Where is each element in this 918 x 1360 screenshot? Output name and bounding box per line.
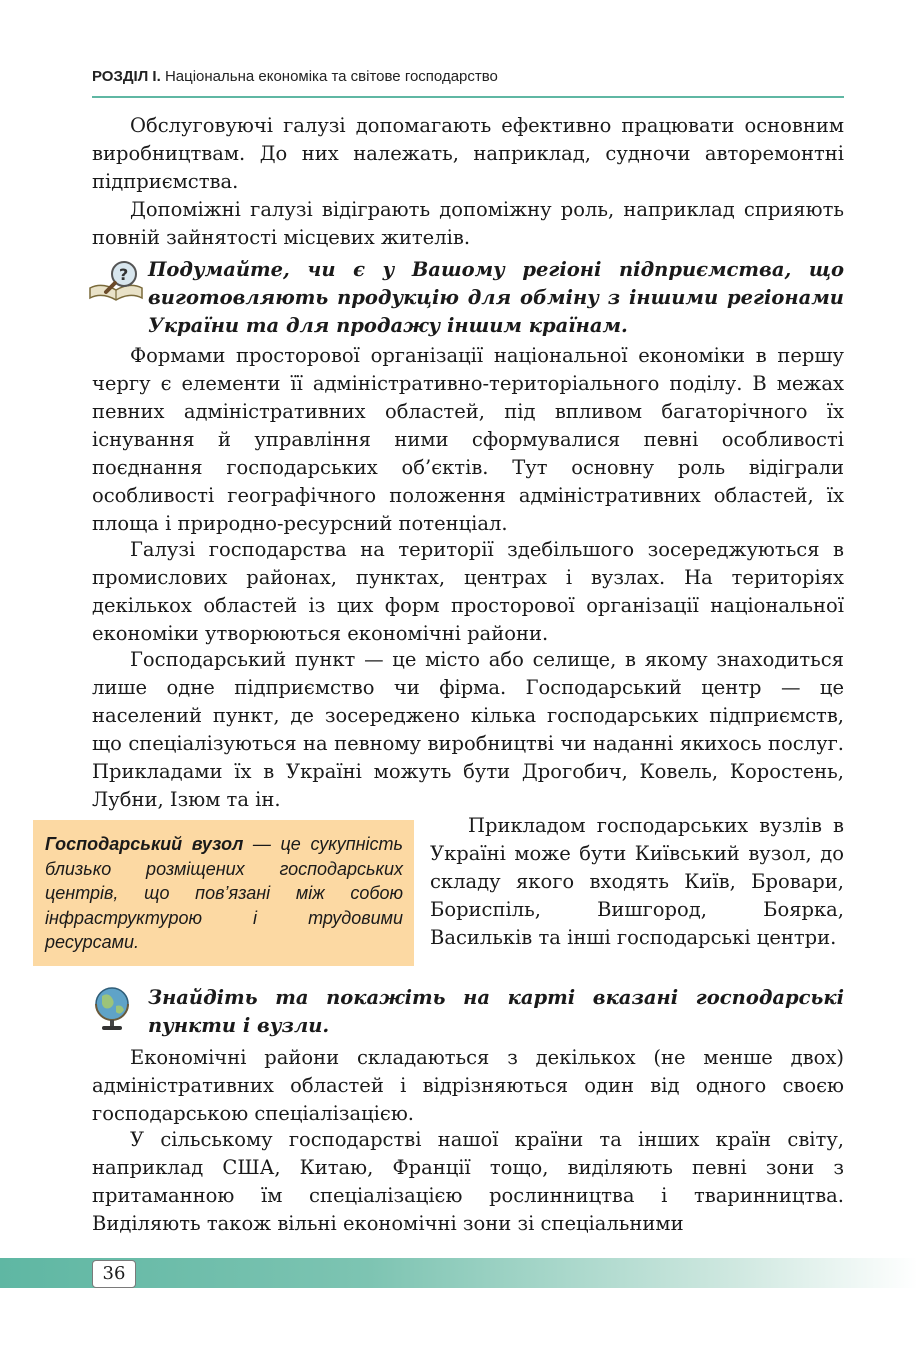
paragraph-economic-node: Прикладом господарських вузлів в Україні може бути Київський вузол, до складу якого входять Київ, Бровари, Бориспіль, Вишгород, Боярка, Васильків та інші господарські центри. <box>430 814 844 949</box>
paragraph-economic-regions: Економічні райони складаються з декількох (не менше двох) адміністративних областей і відрізняються один від одного своєю господарською спеціалізацією. <box>92 1046 844 1125</box>
definition-term: Господарський вузол <box>45 834 244 854</box>
question-think: Подумайте, чи є у Вашому регіоні підприємства, що виготовляють продукцію для обміну з іншими регіонами України та для продажу іншим країнам. <box>148 258 844 337</box>
definition-box <box>33 820 414 966</box>
definition-body: — це сукупність близько розміщених господарських центрів, що пов’язані між собою інфраструктурою і трудовими ресурсами. <box>45 834 404 952</box>
paragraph-auxiliary-industries: Допоміжні галузі відіграють допоміжну роль, наприклад сприяють повній зайнятості місцевих жителів. <box>92 198 844 249</box>
definition-text <box>45 832 403 955</box>
footer-bar <box>0 1258 918 1288</box>
header-text <box>92 68 498 85</box>
book-question-icon <box>88 258 144 302</box>
paragraph-industry-concentration: Галузі господарства на території здебільшого зосереджуються в промислових районах, пунктах, центрах і вузлах. На територіях декількох областей із цих форм просторової організації національної економіки утворюються економічні райони. <box>92 538 844 645</box>
svg-text:?: ? <box>119 265 129 284</box>
running-header <box>92 62 844 98</box>
paragraph-service-industries: Обслуговуючі галузі допомагають ефективно працювати основним виробництвам. До них належать, наприклад, судночи авторемонтні підприємства. <box>92 114 844 193</box>
globe-icon <box>90 984 134 1032</box>
header-title: Національна економіка та світове господарство <box>164 68 498 85</box>
header-section: РОЗДІЛ І. <box>92 68 161 85</box>
page-number: 36 <box>92 1260 136 1288</box>
question-map: Знайдіть та покажіть на карті вказані господарські пункти і вузли. <box>148 986 844 1037</box>
paragraph-economic-point: Господарський пункт — це місто або селище, в якому знаходиться лише одне підприємство чи фірма. Господарський центр — це населений пункт, де зосереджено кілька господарських підприємств, що спеціалізуються на певному виробництві чи наданні якихось послуг. Прикладами їх в Україні можуть бути Дрогобич, Ковель, Коростень, Лубни, Ізюм та ін. <box>92 648 844 811</box>
paragraph-agriculture-zones: У сільському господарстві нашої країни та інших країн світу, наприклад США, Китаю, Франції тощо, виділяють певні зони з притаманною їм спеціалізацією рослинництва і тваринництва. Виділяють також вільні економічні зони зі спеціальними <box>92 1128 844 1235</box>
paragraph-spatial-organization: Формами просторової організації національної економіки в першу чергу є елементи її адміністративно-територіального поділу. В межах певних адміністративних областей, під впливом багаторічного їх існування й управління ними сформувалися певні особливості поєднання господарських об’єктів. Тут основну роль відіграли особливості географічного положення адміністративних областей, їх площа і природно-ресурсний потенціал. <box>92 344 844 535</box>
